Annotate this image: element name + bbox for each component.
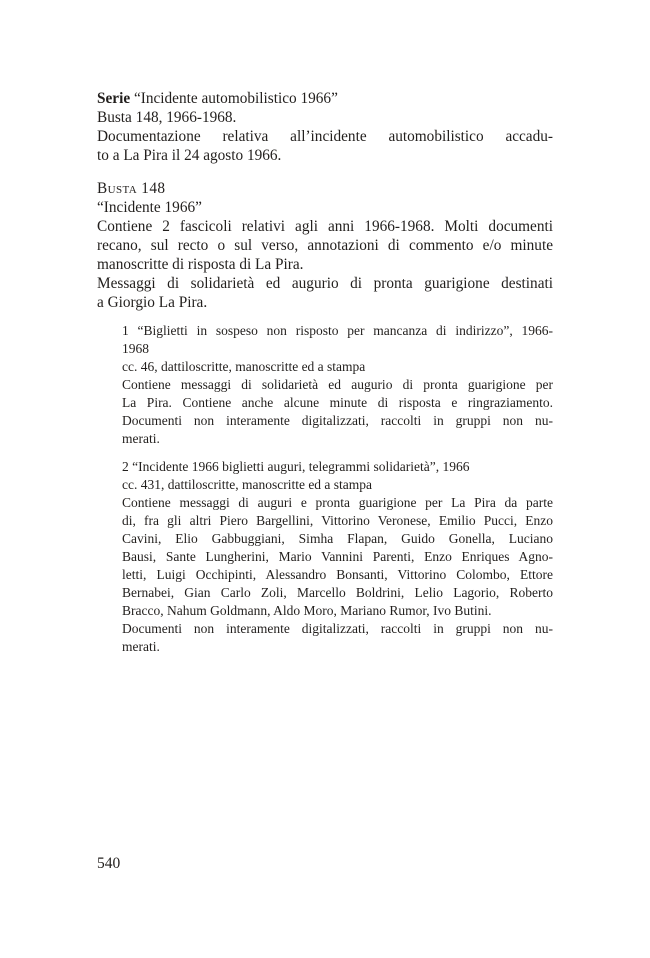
text-line: Bracco, Nahum Goldmann, Aldo Moro, Mariano Rumor, Ivo Butini. <box>122 603 492 618</box>
text-line: Contiene messaggi di auguri e pronta guarigione per La Pira da parte <box>122 495 553 510</box>
busta-148-section <box>97 179 553 312</box>
text-line: cc. 431, dattiloscritte, manoscritte ed a stampa <box>122 477 373 492</box>
text-line: Bernabei, Gian Carlo Zoli, Marcello Boldrini, Lelio Lagorio, Roberto <box>122 585 553 600</box>
text-line <box>97 179 553 198</box>
serie-label: Serie <box>97 90 131 107</box>
text-line: Busta 148, 1966-1968. <box>97 109 237 126</box>
text-line: Serie “Incidente automobilistico 1966” <box>97 90 338 107</box>
page-number: 540 <box>97 855 121 872</box>
text-blocks <box>97 89 553 656</box>
text-line: Contiene messaggi di solidarietà ed augurio di pronta guarigione per <box>122 377 553 392</box>
text-line: Documenti non interamente digitalizzati, raccolti in gruppi non nu- <box>122 413 553 428</box>
text-line: manoscritte di risposta di La Pira. <box>97 256 304 273</box>
text-line: 1 “Biglietti in sospeso non risposto per mancanza di indirizzo”, 1966- <box>122 323 553 338</box>
text-line: merati. <box>122 431 160 446</box>
text-line: 2 “Incidente 1966 biglietti auguri, telegrammi solidarietà”, 1966 <box>122 459 470 474</box>
busta-heading: Busta 148 <box>97 180 166 197</box>
text-line: “Incidente 1966” <box>97 199 202 216</box>
text-line: La Pira. Contiene anche alcune minute di risposta e ringraziamento. <box>122 395 553 410</box>
text-line: a Giorgio La Pira. <box>97 294 208 311</box>
text-line: Bausi, Sante Lungherini, Mario Vannini Parenti, Enzo Enriques Agno- <box>122 549 553 564</box>
fascicolo-2-description <box>122 458 553 656</box>
text-line: Documenti non interamente digitalizzati, raccolti in gruppi non nu- <box>122 621 553 636</box>
text-line: 1968 <box>122 341 149 356</box>
text-line: Documentazione relativa all’incidente automobilistico accadu- <box>97 128 553 145</box>
text-line: cc. 46, dattiloscritte, manoscritte ed a stampa <box>122 359 366 374</box>
text-line: Contiene 2 fascicoli relativi agli anni 1966-1968. Molti documenti <box>97 218 553 235</box>
text-line: recano, sul recto o sul verso, annotazioni di commento e/o minute <box>97 237 553 254</box>
text-line: merati. <box>122 639 160 654</box>
fascicolo-1-description <box>122 322 553 448</box>
text-line: to a La Pira il 24 agosto 1966. <box>97 147 282 164</box>
text-line: Cavini, Elio Gabbuggiani, Simha Flapan, Guido Gonella, Luciano <box>122 531 553 546</box>
text-line: letti, Luigi Occhipinti, Alessandro Bonsanti, Vittorino Colombo, Ettore <box>122 567 553 582</box>
serie-header-paragraph <box>97 89 553 165</box>
text-line: Messaggi di solidarietà ed augurio di pronta guarigione destinati <box>97 275 553 292</box>
text-line: di, fra gli altri Piero Bargellini, Vittorino Veronese, Emilio Pucci, Enzo <box>122 513 553 528</box>
